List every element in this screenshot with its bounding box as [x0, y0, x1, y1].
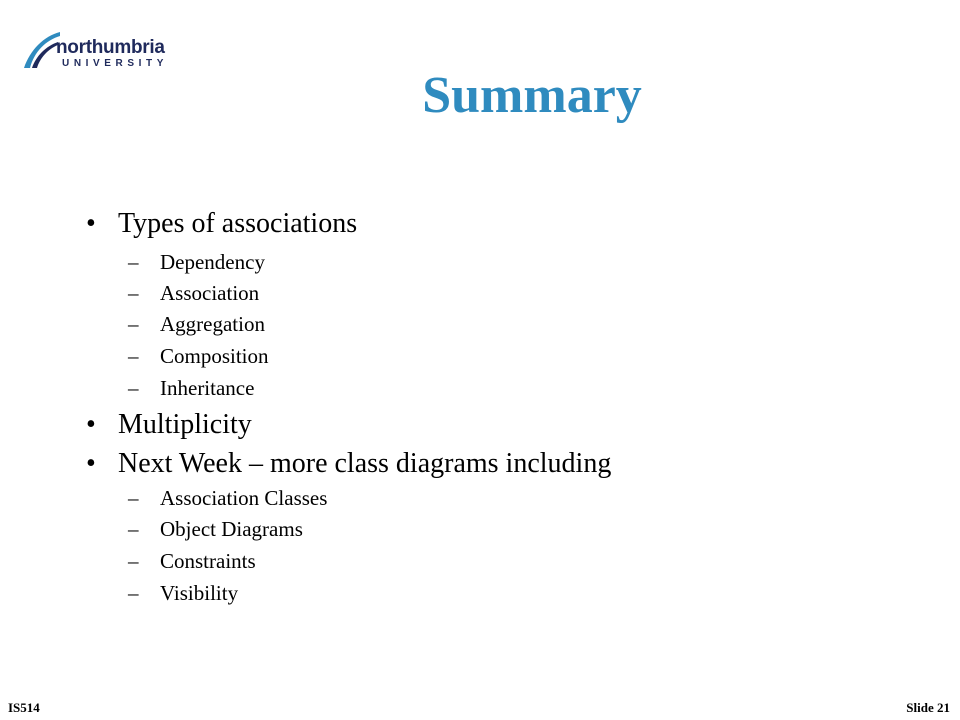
dash-marker: – [128, 581, 139, 605]
list-item [0, 208, 960, 240]
sub-list-item [0, 375, 960, 401]
list-item-text: Multiplicity [118, 409, 252, 440]
sub-list-item [0, 580, 960, 606]
dash-marker: – [128, 376, 139, 400]
sub-list-item [0, 311, 960, 337]
sub-list-item [0, 249, 960, 275]
dash-marker: – [128, 549, 139, 573]
bullet-marker: • [86, 448, 96, 479]
logo-subtitle: UNIVERSITY [62, 58, 169, 69]
dash-marker: – [128, 250, 139, 274]
sub-list-item [0, 343, 960, 369]
sub-list-item-text: Composition [160, 344, 269, 368]
dash-marker: – [128, 281, 139, 305]
sub-list-item [0, 548, 960, 574]
sub-list-item-text: Dependency [160, 250, 265, 274]
sub-list-item [0, 516, 960, 542]
slide-title: Summary [422, 67, 642, 124]
footer-course-code: IS514 [8, 700, 40, 715]
logo-wordmark: northumbria [56, 37, 165, 58]
sub-list-item-text: Inheritance [160, 376, 255, 400]
dash-marker: – [128, 486, 139, 510]
sub-list-item-text: Association Classes [160, 486, 328, 510]
footer-slide-number: Slide 21 [906, 700, 950, 715]
sub-list-item [0, 280, 960, 306]
dash-marker: – [128, 517, 139, 541]
sub-list-item [0, 485, 960, 511]
bullet-marker: • [86, 409, 96, 440]
sub-list-item-text: Constraints [160, 549, 256, 573]
bullet-marker: • [86, 208, 96, 239]
list-item [0, 448, 960, 480]
list-item-text: Types of associations [118, 208, 358, 239]
sub-list-item-text: Object Diagrams [160, 517, 303, 541]
list-item-text: Next Week – more class diagrams including [118, 448, 612, 479]
sub-list-item-text: Aggregation [160, 312, 265, 336]
sub-list-item-text: Association [160, 281, 260, 305]
sub-list-item-text: Visibility [160, 581, 239, 605]
list-item [0, 409, 960, 441]
dash-marker: – [128, 312, 139, 336]
dash-marker: – [128, 344, 139, 368]
